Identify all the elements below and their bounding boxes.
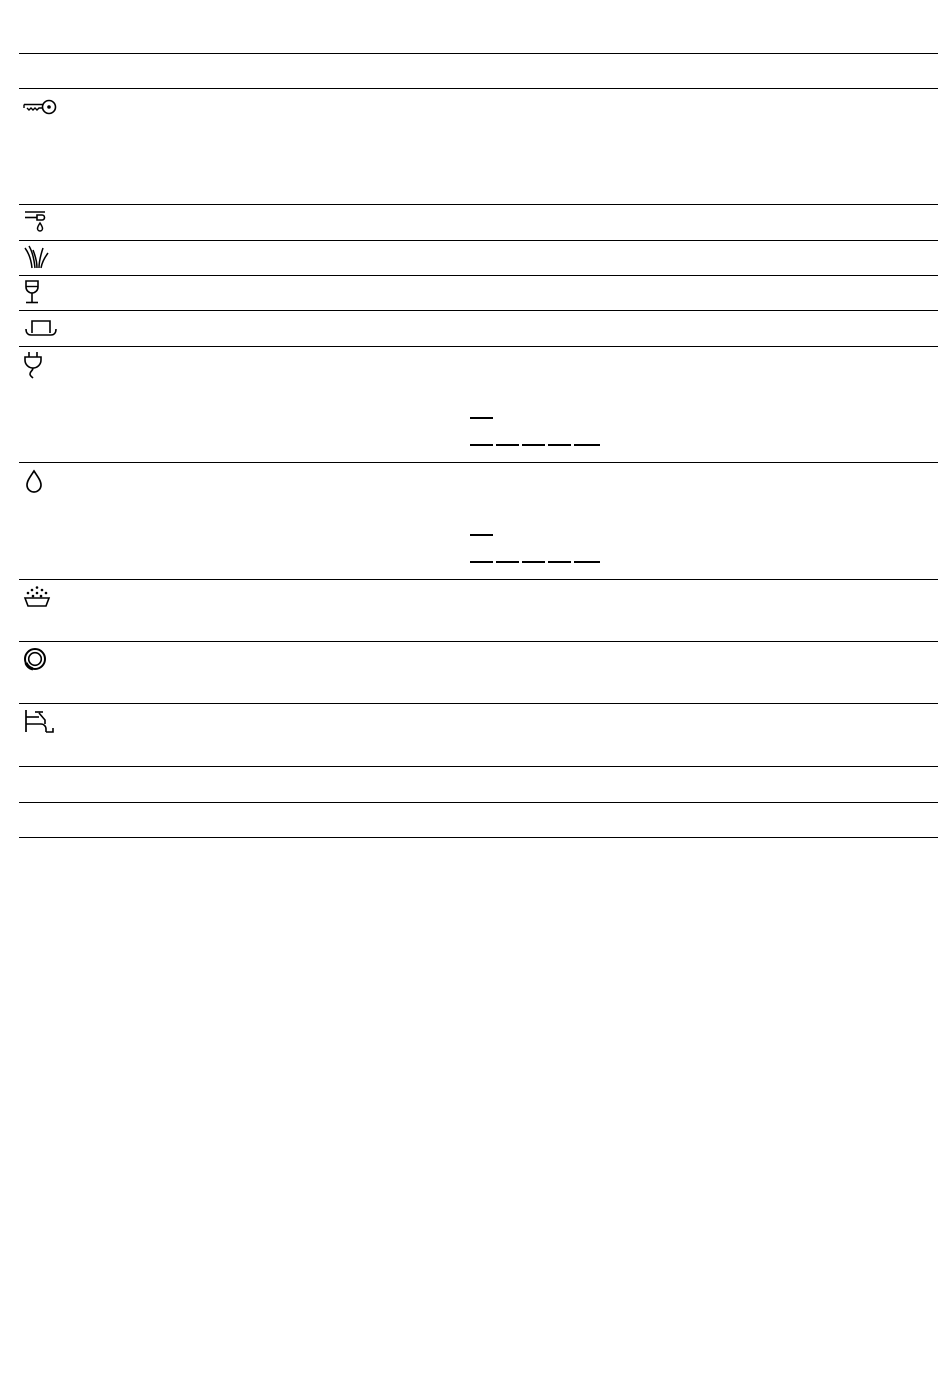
table-row <box>19 240 938 275</box>
key-icon <box>23 98 57 116</box>
table-row <box>19 703 938 766</box>
table-row <box>19 346 938 462</box>
table-rule-top <box>19 53 938 54</box>
table-row <box>19 462 938 579</box>
rinse-aid-icon <box>23 209 49 233</box>
table-row <box>19 641 938 703</box>
value-dash <box>496 444 519 446</box>
table-row <box>19 204 938 240</box>
value-dash <box>574 561 600 563</box>
value-dash <box>470 417 493 419</box>
value-dash <box>522 444 545 446</box>
wine-glass-icon <box>23 279 43 305</box>
hygiene-steam-icon <box>23 244 51 270</box>
table-row <box>19 766 938 802</box>
value-dash <box>470 534 493 536</box>
value-dash <box>574 444 600 446</box>
table-row <box>19 579 938 641</box>
value-dash <box>522 561 545 563</box>
tray-icon <box>23 316 57 340</box>
water-tap-icon <box>23 708 55 734</box>
machine-care-icon <box>23 647 49 673</box>
water-drop-icon <box>23 469 45 495</box>
value-dash <box>470 444 493 446</box>
power-plug-icon <box>23 351 45 379</box>
value-dash <box>548 561 571 563</box>
value-dash <box>470 561 493 563</box>
table-rule-bottom <box>19 837 938 838</box>
table-row <box>19 310 938 346</box>
table-row <box>19 275 938 310</box>
detergent-bowl-icon <box>23 585 51 609</box>
value-dash <box>496 561 519 563</box>
value-dash <box>548 444 571 446</box>
table-row <box>19 802 938 837</box>
table-row <box>19 88 938 204</box>
